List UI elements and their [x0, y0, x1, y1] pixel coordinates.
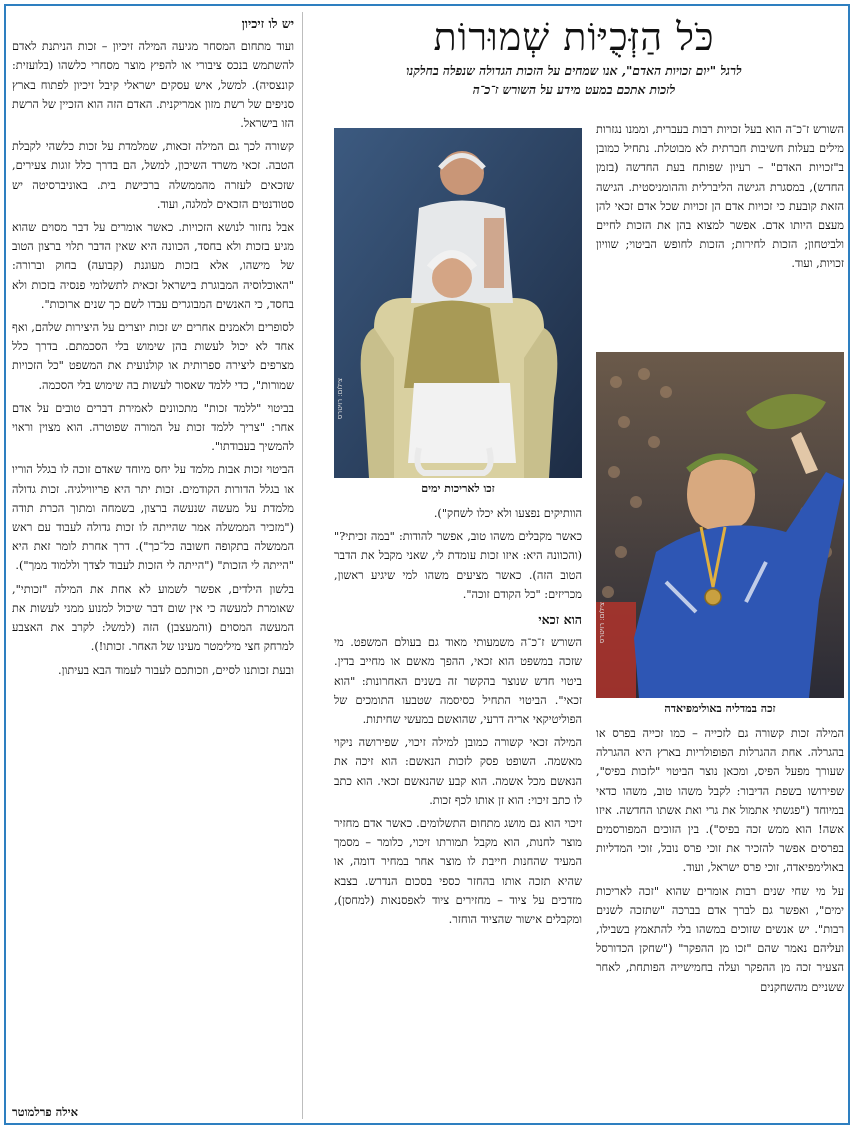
middle-column-text [334, 504, 582, 1119]
article-frame [4, 4, 850, 1125]
athlete-illustration [596, 352, 844, 698]
athlete-photo-caption: זכה במדליה באולימפיאדה [664, 702, 776, 715]
couple-photo-caption: זכו לאריכות ימים [421, 482, 495, 495]
paragraph: כאשר מקבלים משהו טוב, אפשר להודות: "במה זכיתי?" (והכוונה היא: איזו זכות עומדת לי, שאני מקבל את הדבר הטוב הזה). כאשר מציעים משהו למי שיגיע ראשון, מכריזים: "כל הקודם זוכה". [334, 530, 582, 601]
paragraph: המילה זכאי קשורה כמובן למילה זיכוי, שפירושה ניקוי מאשמה. השופט פסק לזכות הנאשם: הוא זיכה את הנאשם מכל אשמה. הוא קבע שהנאשם זכאי. הוא כתב לו כתב זיכוי: הוא זן אותו לכף זכות. [334, 736, 582, 807]
left-column-text [12, 12, 294, 1100]
article-title: כֹּל הַזְּכֻיּוֹת שְׁמוּרוֹת [433, 15, 715, 59]
section-heading: יש לו זיכיון [241, 16, 294, 31]
column-divider [302, 12, 303, 1119]
article-subtitle [304, 62, 844, 100]
section-heading: הוא זכאי [538, 612, 582, 628]
subtitle-line-1: לרגל "יום זכויות האדם", אנו שמחים על הזכות הגדולה שנפלה בחלקנו [406, 64, 742, 78]
couple-photo [334, 128, 582, 478]
paragraph: ועוד מתחום המסחר מגיעה המילה זיכיון – זכות הניתנת לאדם להשתמש בנכס ציבורי או להפיץ מוצר מסחרי כלשהו (בלועזית: קונצסיה). למשל, איש עסקים ישראלי קיבל זיכיון לפתוח בארץ סניפים של רשת מזון אמריקנית. האדם הזה הוא הזכיין של הרשת הזו בישראל. [12, 40, 294, 131]
right-column-bottom [596, 724, 844, 1119]
paragraph: על מי שחי שנים רבות אומרים שהוא "זכה לאריכות ימים", ואפשר גם לברך אדם בברכה "שתזכה לשנים רבות". יש אנשים שזוכים במשהו בלי להתאמץ בשבילו, ועליהם נאמר שהם "זכו מן ההפקר" ("שחקן הכדורסל הצעיר זכה מן ההפקר ועלה בחמישייה הפותחת, לאחר ששניים מהשחקנים [596, 884, 844, 994]
paragraph: לסופרים ולאמנים אחרים יש זכות יוצרים על היצירות שלהם, ואף אחד לא יכול לעשות בהן שימוש בלי הסכמתם. בדרך כלל מצרפים ליצירה ספרותית או קולנועית את המשפט "כל הזכויות שמורות", כדי ללמד שאסור לעשות בה שימוש בלי הסכמה. [12, 321, 294, 392]
couple-illustration [334, 128, 582, 478]
paragraph: בלשון הילדים, אפשר לשמוע לא אחת את המילה "זכותי", שאומרת למעשה כי אין שום דבר שיכול למנוע ממני לעשות את המעשה המסוים (והמעצבן) הזה (למשל: לקרב את האצבע למרחק חצי מילימטר מעינו של האחר. זכותו!). [12, 582, 294, 654]
paragraph: הוותיקים נפצעו ולא יכלו לשחק"). [433, 507, 582, 520]
subtitle-line-2: לזכות אתכם במעט מידע על השורש ז־כ־ה [472, 83, 676, 97]
paragraph: זיכוי הוא גם מושג מתחום התשלומים. כאשר אדם מחזיר מוצר לחנות, הוא מקבל תמורתו זיכוי, כלומר – מסמך המעיד שהחנות חייבת לו מוצר אחר במחיר דומה, או שהיא תזכה אותו בהחזר כספי בסכום הנדרש. בצבא מזדכים על ציוד – מחזירים ציוד לאפסנאות (למחסן), ומקבלים אישור שהציוד הוחזר. [334, 817, 582, 927]
paragraph: המילה זכות קשורה גם לזכייה – כמו זכייה בפרס או בהגרלה. אחת ההגרלות הפופולריות בארץ היא ההגרלה שעורך מפעל הפיס, ומכאן נוצר הביטוי "לזכות בפיס", שפירושו בשפת הדיבור: לקבל משהו טוב, משהו כדאי במיוחד ("פגשתי אתמול את גרי ואת אשתו החדשה. איזו אשה! הוא ממש זכה בפיס"). בין הזוכים המפורסמים בפרסים אפשר להזכיר את זוכי פרס נובל, זוכי המדליות באולימפיאדה, זוכי פרס ישראל, ועוד. [596, 727, 844, 875]
paragraph: השורש ז־כ־ה הוא בעל זכויות רבות בעברית, וממנו נגזרות מילים בעלות חשיבות חברתית לא מבוטלת. נתחיל כמובן ב"זכויות האדם" – רעיון שפותח בעת החדשה (בזמן החדש), במסגרת הגישה הליברלית וההומניסטית. הגישה הזאת קובעת כי זכויות אדם הן זכויות שכל אדם זכאי להן מעצם היותו אדם. אפשר למצוא בהן את הזכות לחיים ולביטחון; הזכות לחירות; הזכות לחופש הביטוי; שוויון זכויות, ועוד. [596, 123, 844, 271]
paragraph: בביטוי "ללמד זכות" מתכוונים לאמירת דברים טובים על אדם אחר: "צריך ללמד זכות על המורה שפוטרה. הוא מצוין וראוי להמשיך בעבודתו". [12, 401, 294, 454]
paragraph: השורש ז־כ־ה משמעותי מאוד גם בעולם המשפט. מי שזכה במשפט הוא זכאי, ההפך מאשם או מחייב בדין. ביטוי חדש שנוצר בהקשר זה בשנים האחרונות: "הוא זכאי". הביטוי התחיל כסיסמה שטבעו התומכים של הפוליטיקאי אריה דרעי, שהואשם במעשי שחיתות. [334, 636, 582, 727]
couple-photo-credit: צילום: רויטרס [336, 378, 344, 420]
athlete-photo [596, 352, 844, 698]
author-signature: אילה פרלמוטר [12, 1105, 79, 1119]
paragraph: הביטוי זכות אבות מלמד על יחס מיוחד שאדם זוכה לו בגלל הוריו או בגלל הדורות הקודמים. זכות יתר היא פריווילגיה. זכות גדולה מלמדת על מעשה שנעשה ברצון, בשמחה ומתוך הכרת תודה ("מזכיר הממשלה אמר שהייתה לו זכות גדולה לעבוד עם ראש הממשלה בתקופה חשובה כל־כך"). דרך אחרת לומר זאת היא "הייתה לי הזכות" ("הייתה לי הזכות לעבוד לצדך וללמוד ממך"). [12, 463, 294, 573]
paragraph: אבל נחזור לנושא הזכויות. כאשר אומרים על דבר מסוים שהוא מגיע בזכות ולא בחסד, הכוונה היא שאין הדבר תלוי ברצון הטוב של מישהו, אלא בזכות מעוגנת (קבועה) בחוק וברורה: "האוכלוסיה המבוגרת בישראל זכאית לתשלומי פנסיה בזכות ולא בחסד, כי האנשים המבוגרים עבדו לשם כך שנים ארוכות". [12, 221, 294, 311]
right-column-top [596, 120, 844, 350]
paragraph: קשורה לכך גם המילה זכאות, שמלמדת על זכות כלשהי לקבלת הטבה. זכאי משרד השיכון, למשל, הם בדרך כלל זוגות צעירים, שזכאים לעזרה מהממשלה ברכישת בית. באוניברסיטה יש סטודנטים הזכאים למלגה, ועוד. [12, 140, 294, 211]
article-page [12, 12, 844, 1119]
paragraph: ובעת זכותנו לסיים, וזכותכם לעבור לעמוד הבא בעיתון. [58, 663, 294, 677]
athlete-photo-credit: צילום: רויטרס [598, 602, 606, 644]
